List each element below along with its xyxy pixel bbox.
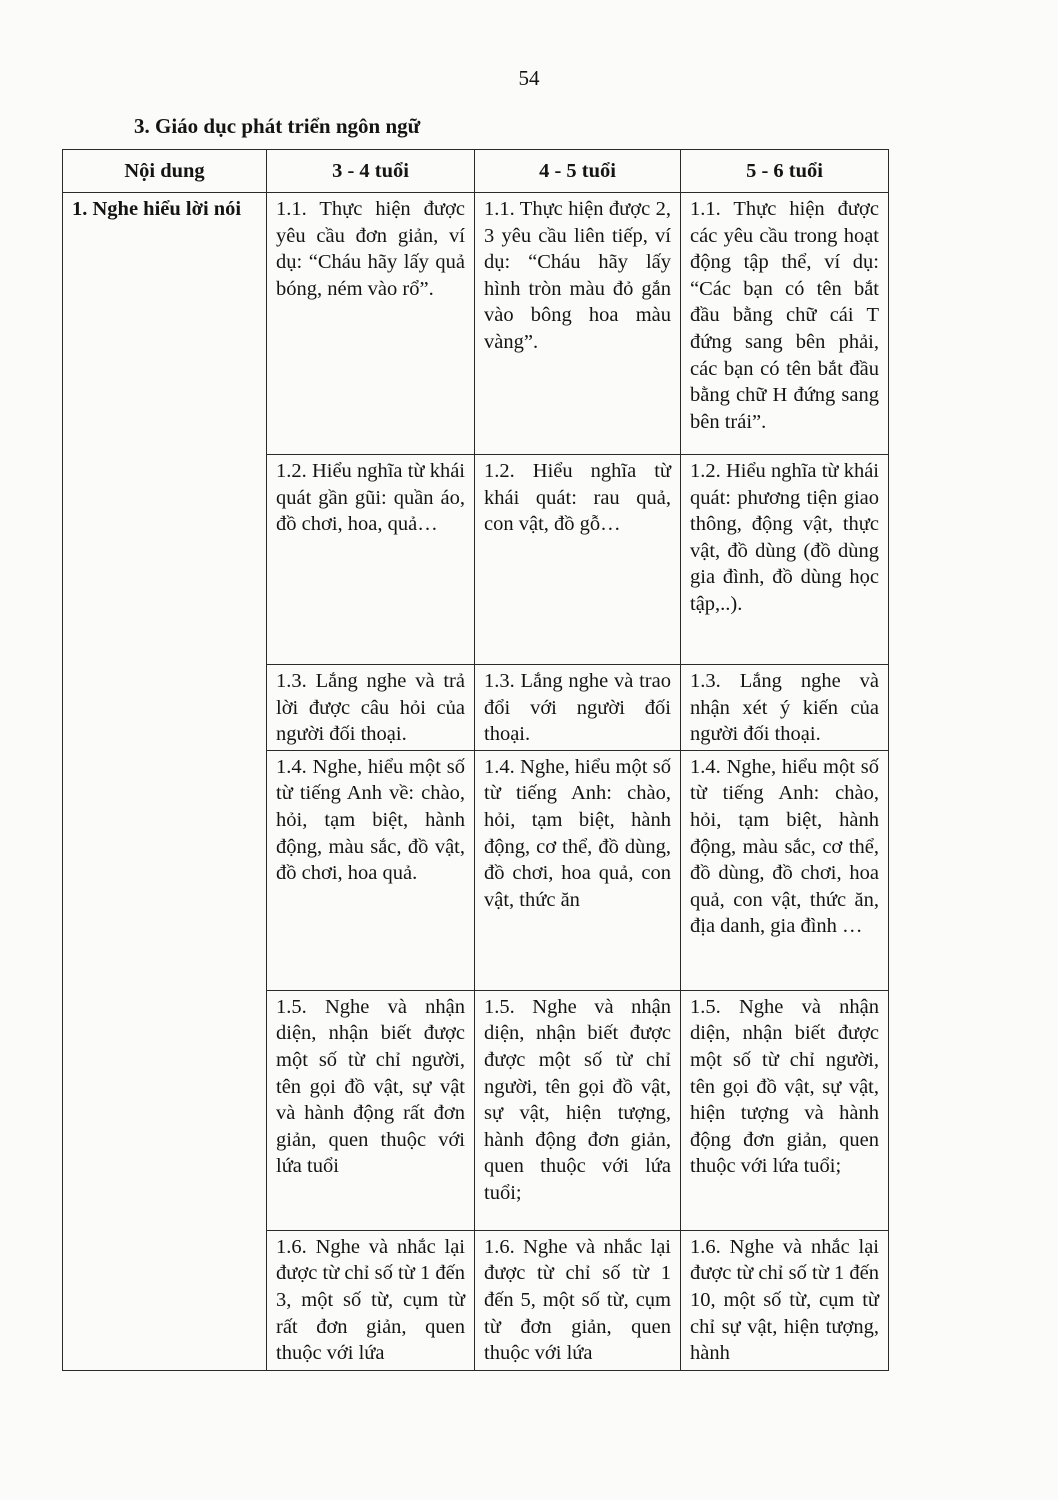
header-age-3-4: 3 - 4 tuổi	[267, 150, 475, 193]
cell-age-4-5: 1.4. Nghe, hiểu một số từ tiếng Anh: chào, hỏi, tạm biệt, hành động, cơ thể, đồ dùng, đồ chơi, hoa quả, con vật, thức ăn	[475, 750, 681, 990]
page-number: 54	[518, 66, 540, 90]
cell-age-3-4: 1.2. Hiểu nghĩa từ khái quát gần gũi: quần áo, đồ chơi, hoa, quả…	[267, 455, 475, 665]
cell-age-4-5: 1.5. Nghe và nhận diện, nhận biết được được một số từ chỉ người, tên gọi đồ vật, sự vật, hiện tượng, hành động đơn giản, quen thuộc với lứa tuổi;	[475, 990, 681, 1230]
cell-age-4-5: 1.1. Thực hiện được 2, 3 yêu cầu liên tiếp, ví dụ: “Cháu hãy lấy hình tròn màu đỏ gắn vào bông hoa màu vàng”.	[475, 193, 681, 455]
cell-age-5-6: 1.2. Hiểu nghĩa từ khái quát: phương tiện giao thông, động vật, thực vật, đồ dùng (đồ dùng gia đình, đồ dùng học tập,..).	[681, 455, 889, 665]
cell-age-3-4: 1.5. Nghe và nhận diện, nhận biết được một số từ chỉ người, tên gọi đồ vật, sự vật và hành động rất đơn giản, quen thuộc với lứa tuổi	[267, 990, 475, 1230]
section-title: 3. Giáo dục phát triển ngôn ngữ	[134, 114, 421, 138]
table-row	[63, 193, 889, 455]
header-content: Nội dung	[63, 150, 267, 193]
cell-age-4-5: 1.6. Nghe và nhắc lại được từ chỉ số từ 1 đến 5, một số từ, cụm từ đơn giản, quen thuộc với lứa	[475, 1230, 681, 1370]
content-label: 1. Nghe hiểu lời nói	[63, 193, 267, 1371]
cell-age-3-4: 1.3. Lắng nghe và trả lời được câu hỏi của người đối thoại.	[267, 665, 475, 751]
cell-age-4-5: 1.2. Hiểu nghĩa từ khái quát: rau quả, con vật, đồ gỗ…	[475, 455, 681, 665]
cell-age-5-6: 1.3. Lắng nghe và nhận xét ý kiến của người đối thoại.	[681, 665, 889, 751]
cell-age-5-6: 1.6. Nghe và nhắc lại được từ chỉ số từ 1 đến 10, một số từ, cụm từ chỉ sự vật, hiện tượng, hành	[681, 1230, 889, 1370]
header-age-5-6: 5 - 6 tuổi	[681, 150, 889, 193]
cell-age-3-4: 1.1. Thực hiện được yêu cầu đơn giản, ví dụ: “Cháu hãy lấy quả bóng, ném vào rổ”.	[267, 193, 475, 455]
cell-age-3-4: 1.4. Nghe, hiểu một số từ tiếng Anh về: chào, hỏi, tạm biệt, hành động, màu sắc, đồ vật, đồ chơi, hoa quả.	[267, 750, 475, 990]
table-header-row	[63, 150, 889, 193]
cell-age-4-5: 1.3. Lắng nghe và trao đổi với người đối thoại.	[475, 665, 681, 751]
curriculum-table	[62, 149, 889, 1371]
cell-age-5-6: 1.4. Nghe, hiểu một số từ tiếng Anh: chào, hỏi, tạm biệt, hành động, màu sắc, cơ thể, đồ dùng, đồ chơi, hoa quả, con vật, thức ăn, địa danh, gia đình …	[681, 750, 889, 990]
header-age-4-5: 4 - 5 tuổi	[475, 150, 681, 193]
cell-age-5-6: 1.1. Thực hiện được các yêu cầu trong hoạt động tập thể, ví dụ: “Các bạn có tên bắt đầu bằng chữ cái T đứng sang bên phải, các bạn có tên bắt đầu bằng chữ H đứng sang bên trái”.	[681, 193, 889, 455]
cell-age-5-6: 1.5. Nghe và nhận diện, nhận biết được một số từ chỉ người, tên gọi đồ vật, sự vật, hiện tượng và hành động đơn giản, quen thuộc với lứa tuổi;	[681, 990, 889, 1230]
cell-age-3-4: 1.6. Nghe và nhắc lại được từ chỉ số từ 1 đến 3, một số từ, cụm từ rất đơn giản, quen thuộc với lứa	[267, 1230, 475, 1370]
